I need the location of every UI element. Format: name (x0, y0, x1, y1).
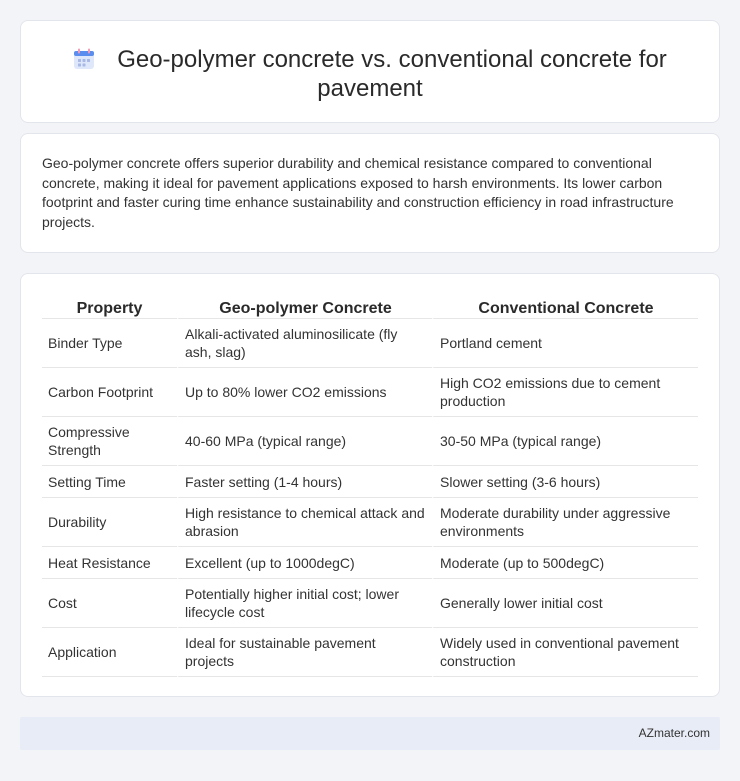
row-conventional-value: Widely used in conventional pavement construction (432, 628, 698, 677)
row-property: Compressive Strength (42, 417, 177, 466)
row-geopolymer-value: Excellent (up to 1000degC) (177, 547, 432, 579)
row-geopolymer-value: Ideal for sustainable pavement projects (177, 628, 432, 677)
title-wrap (21, 45, 719, 103)
table-header-row (42, 296, 698, 319)
table-row (42, 319, 698, 368)
header-geopolymer: Geo-polymer Concrete (177, 296, 432, 319)
row-conventional-value: Slower setting (3-6 hours) (432, 466, 698, 498)
row-property: Durability (42, 498, 177, 547)
calendar-icon (73, 48, 95, 70)
row-geopolymer-value: 40-60 MPa (typical range) (177, 417, 432, 466)
row-property: Binder Type (42, 319, 177, 368)
row-conventional-value: Generally lower initial cost (432, 579, 698, 628)
table-row (42, 579, 698, 628)
comparison-table (42, 296, 698, 677)
footer-bar (20, 717, 720, 750)
row-property: Cost (42, 579, 177, 628)
table-row (42, 628, 698, 677)
row-conventional-value: High CO2 emissions due to cement production (432, 368, 698, 417)
row-property: Application (42, 628, 177, 677)
summary-paragraph: Geo-polymer concrete offers superior durability and chemical resistance compared to conventional concrete, making it ideal for pavement applications exposed to harsh environments. Its lower carbon footprint and faster curing time enhance sustainability and construction efficiency in road infrastructure projects. (42, 155, 674, 230)
table-row (42, 498, 698, 547)
row-conventional-value: 30-50 MPa (typical range) (432, 417, 698, 466)
row-geopolymer-value: Potentially higher initial cost; lower lifecycle cost (177, 579, 432, 628)
summary-card (20, 133, 720, 253)
table-row (42, 368, 698, 417)
comparison-card (20, 273, 720, 697)
row-property: Heat Resistance (42, 547, 177, 579)
table-row (42, 547, 698, 579)
table-row (42, 466, 698, 498)
table-row (42, 417, 698, 466)
header-conventional: Conventional Concrete (432, 296, 698, 319)
row-property: Carbon Footprint (42, 368, 177, 417)
row-conventional-value: Moderate (up to 500degC) (432, 547, 698, 579)
row-geopolymer-value: Up to 80% lower CO2 emissions (177, 368, 432, 417)
title-card (20, 20, 720, 123)
page-title: Geo-polymer concrete vs. conventional concrete for pavement (117, 46, 667, 102)
row-conventional-value: Moderate durability under aggressive environments (432, 498, 698, 547)
header-property: Property (42, 296, 177, 319)
row-property: Setting Time (42, 466, 177, 498)
row-geopolymer-value: High resistance to chemical attack and abrasion (177, 498, 432, 547)
row-conventional-value: Portland cement (432, 319, 698, 368)
row-geopolymer-value: Alkali-activated aluminosilicate (fly ash, slag) (177, 319, 432, 368)
footer-site-link[interactable]: AZmater.com (638, 726, 710, 740)
row-geopolymer-value: Faster setting (1-4 hours) (177, 466, 432, 498)
